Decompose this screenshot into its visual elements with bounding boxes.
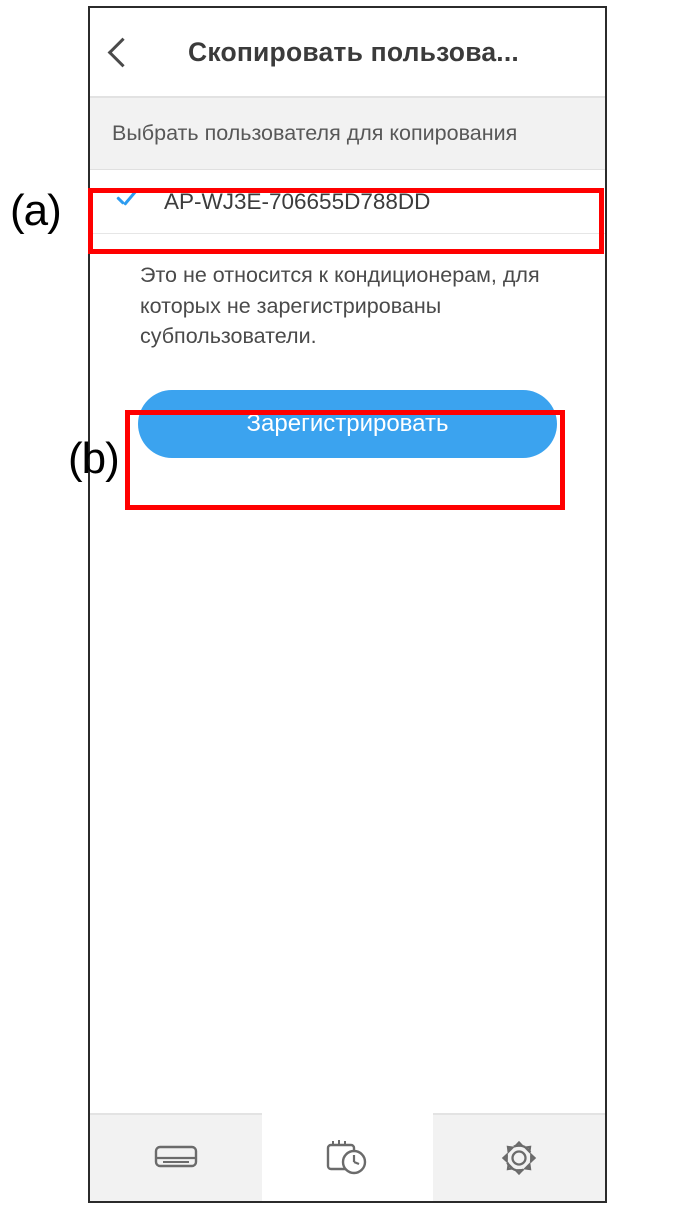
phone-screen bbox=[88, 6, 607, 1203]
user-id-label: AP-WJ3E-706655D788DD bbox=[164, 188, 431, 214]
bottom-navigation bbox=[90, 1113, 605, 1201]
page-title: Скопировать пользова... bbox=[188, 36, 519, 67]
gear-icon bbox=[498, 1137, 540, 1179]
app-header bbox=[90, 8, 605, 96]
chevron-left-icon bbox=[107, 37, 137, 67]
nav-item-timer[interactable] bbox=[262, 1115, 434, 1201]
note-text: Это не относится к кондиционерам, для которых не зарегистрированы субпользователи. bbox=[140, 263, 540, 349]
register-button[interactable]: Зарегистрировать bbox=[138, 390, 557, 458]
check-icon bbox=[115, 190, 139, 214]
timer-clock-icon bbox=[325, 1138, 371, 1178]
air-conditioner-icon bbox=[153, 1141, 199, 1175]
nav-item-air-conditioner[interactable] bbox=[90, 1115, 262, 1201]
register-button-area bbox=[90, 352, 605, 458]
back-button[interactable] bbox=[90, 8, 154, 96]
annotation-label-b: (b) bbox=[68, 434, 119, 483]
list-item[interactable] bbox=[90, 170, 605, 234]
selection-indicator bbox=[90, 190, 164, 214]
annotation-label-a: (a) bbox=[10, 186, 61, 235]
section-label: Выбрать пользователя для копирования bbox=[90, 98, 605, 170]
nav-item-settings[interactable] bbox=[433, 1115, 605, 1201]
